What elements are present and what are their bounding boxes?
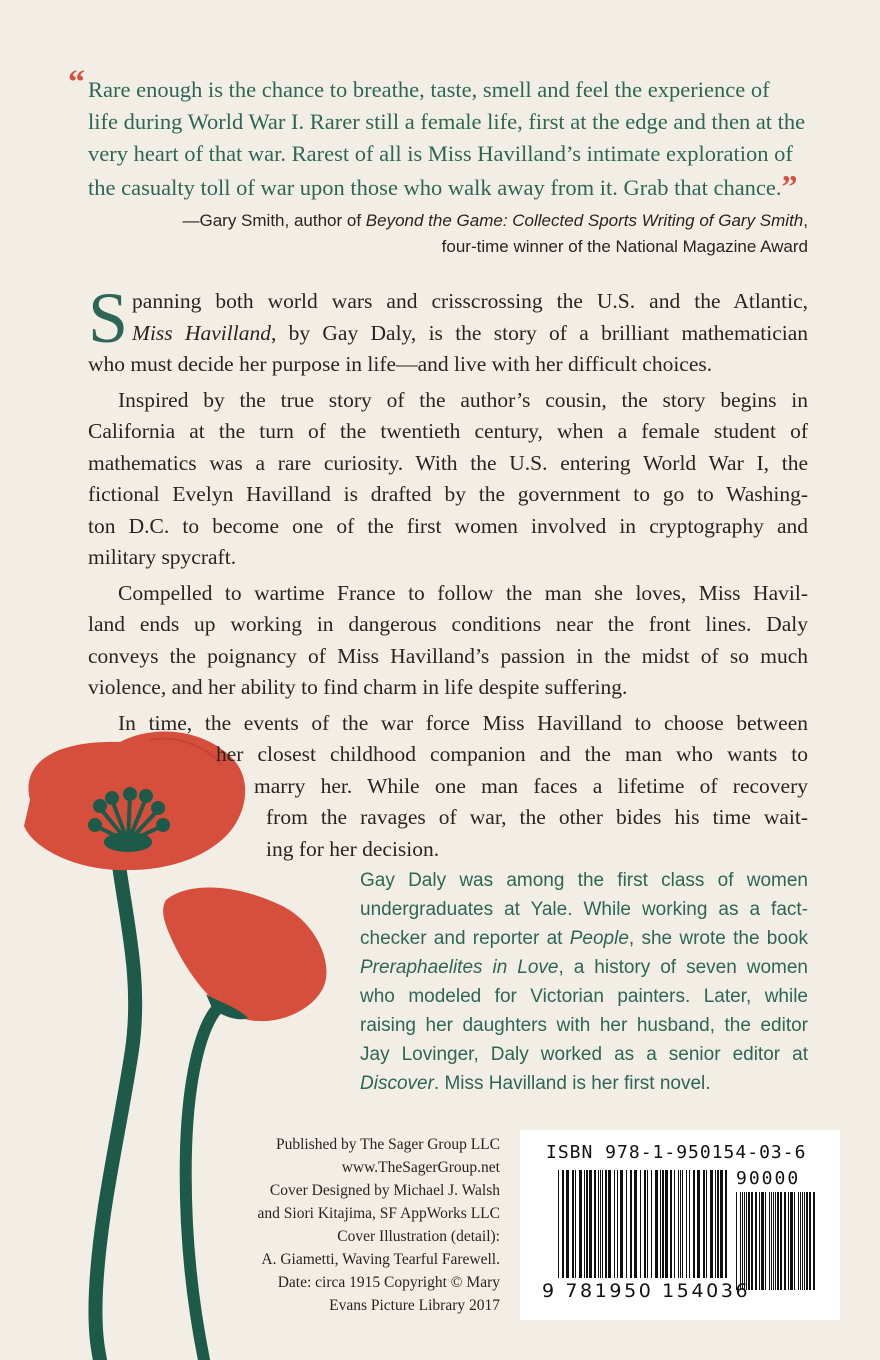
barcode-bar <box>798 1192 799 1290</box>
bio-line: who modeled for Victorian painters. Later, while <box>360 986 808 1007</box>
description-line: Inspired by the true story of the author’s cousin, the story begins in <box>118 387 808 412</box>
credit-line: and Siori Kitajima, SF AppWorks LLC <box>257 1205 500 1222</box>
barcode-bar <box>665 1170 668 1278</box>
attribution-prefix: —Gary Smith, author of <box>182 211 366 230</box>
description-line: panning both world wars and crisscrossing the U.S. and the Atlantic, <box>132 289 808 313</box>
quote-open-mark: “ <box>68 64 85 101</box>
quote-close-mark: ” <box>781 168 798 204</box>
description-line: military spycraft. <box>88 545 237 569</box>
description-line: ing for her decision. <box>266 836 440 861</box>
barcode-bar <box>715 1170 716 1278</box>
barcode-bar <box>775 1192 776 1290</box>
barcode-bar <box>605 1170 607 1278</box>
barcode-bar <box>600 1170 601 1278</box>
barcode-bar <box>620 1170 623 1278</box>
barcode-bar <box>660 1170 661 1278</box>
bio-line: Discover. Miss Havilland is her first novel. <box>360 1073 711 1094</box>
barcode-bar <box>575 1170 576 1278</box>
barcode-bar <box>617 1170 618 1278</box>
attribution-book-title: Beyond the Game: Collected Sports Writing of Gary Smith <box>365 211 804 230</box>
barcode-bar <box>662 1170 664 1278</box>
barcode-bar <box>598 1170 599 1278</box>
barcode-bar <box>790 1192 793 1290</box>
attribution-suffix: , <box>803 211 808 230</box>
barcode-bar <box>630 1170 632 1278</box>
poppy-small <box>163 888 326 1022</box>
quote-line: life during World War I. Rarer still a female life, first at the edge and then at the <box>88 109 806 134</box>
credit-line: www.TheSagerGroup.net <box>341 1159 500 1176</box>
barcode-bar <box>614 1170 615 1278</box>
barcode-bar <box>586 1170 588 1278</box>
barcode-bar <box>703 1170 705 1278</box>
description-line: land ends up working in dangerous conditions near the front lines. Daly <box>88 612 808 636</box>
bio-line: raising her daughters with her husband, the editor <box>360 1015 808 1036</box>
barcode-bar <box>594 1170 596 1278</box>
poppy-stem-left <box>95 858 135 1360</box>
bio-line: Gay Daly was among the first class of women <box>360 870 808 891</box>
barcode-bar <box>813 1192 815 1290</box>
barcode-bar <box>608 1170 611 1278</box>
description-line: marry her. While one man faces a lifetime of recovery <box>254 773 808 798</box>
barcode-bar <box>558 1170 559 1278</box>
barcode-bar <box>744 1192 745 1290</box>
barcode-bar <box>682 1170 683 1278</box>
addon-bars <box>736 1192 815 1290</box>
barcode-bar <box>755 1192 757 1290</box>
barcode-bar <box>602 1170 603 1278</box>
barcode-bar <box>584 1170 585 1278</box>
barcode-bar <box>678 1170 679 1278</box>
barcode-bar <box>644 1170 646 1278</box>
barcode-bar <box>769 1192 770 1290</box>
isbn-label: ISBN 978-1-950154-03-6 <box>546 1142 807 1163</box>
credit-line: Cover Designed by Michael J. Walsh <box>269 1182 500 1199</box>
barcode-bar <box>640 1170 641 1278</box>
barcode-bar <box>788 1192 789 1290</box>
barcode-bar <box>680 1170 681 1278</box>
credit-line: A. Giametti, Waving Tearful Farewell. <box>261 1251 500 1268</box>
barcode-bar <box>720 1170 723 1278</box>
quote-line: Rare enough is the chance to breathe, taste, smell and feel the experience of <box>88 77 770 102</box>
barcode-bar <box>765 1192 766 1290</box>
endorsement-quote <box>88 74 812 204</box>
book-description <box>88 278 808 865</box>
barcode-bar <box>651 1170 652 1278</box>
description-line: conveys the poignancy of Miss Havilland’s passion in the midst of so much <box>88 643 808 668</box>
ean-digits: 9 781950 154036 <box>542 1280 751 1302</box>
barcode-bar <box>655 1170 658 1278</box>
description-line: Miss Havilland, by Gay Daly, is the story of a brilliant mathematician <box>132 320 808 345</box>
barcode-bar <box>725 1170 727 1278</box>
credit-line: Published by The Sager Group LLC <box>275 1136 500 1153</box>
description-line: her closest childhood companion and the man who wants to <box>216 742 808 766</box>
barcode-bar <box>761 1192 764 1290</box>
barcode-bar <box>736 1192 737 1290</box>
description-line: ton D.C. to become one of the first women involved in cryptography and <box>88 513 808 538</box>
barcode-bar <box>562 1170 564 1278</box>
book-title-preraphaelites: Preraphaelites in Love <box>360 957 559 978</box>
description-line: In time, the events of the war force Miss Havilland to choose between <box>118 710 808 735</box>
quote-line: the casualty toll of war upon those who walk away from it. Grab that chance.” <box>88 168 798 204</box>
magazine-title: People <box>569 928 629 949</box>
barcode-bar <box>771 1192 772 1290</box>
bio-line: undergraduates at Yale. While working as a fact- <box>360 899 808 920</box>
description-line: California at the turn of the twentieth century, when a female student of <box>88 419 808 443</box>
paragraph-3 <box>88 578 808 704</box>
barcode-bar <box>572 1170 574 1278</box>
barcode-bar <box>686 1170 687 1278</box>
barcode-bar <box>802 1192 803 1290</box>
barcode-bar <box>748 1192 750 1290</box>
description-line: violence, and her ability to find charm in life despite suffering. <box>88 675 628 699</box>
paragraph-4 <box>88 708 808 866</box>
barcode-bar <box>717 1170 719 1278</box>
isbn-barcode <box>520 1130 840 1320</box>
barcode-bar <box>740 1192 741 1290</box>
magazine-title-discover: Discover <box>360 1073 434 1094</box>
barcode-bar <box>689 1170 690 1278</box>
barcode-bar <box>806 1192 808 1290</box>
barcode-bar <box>670 1170 672 1278</box>
book-title: Miss Havilland <box>132 320 271 345</box>
attribution-line2: four-time winner of the National Magazine Award <box>441 237 808 256</box>
bio-line: Preraphaelites in Love, a history of seven women <box>360 957 808 978</box>
barcode-bar <box>674 1170 675 1278</box>
barcode-bar <box>751 1192 753 1290</box>
barcode-bar <box>710 1170 713 1278</box>
barcode-bar <box>746 1192 747 1290</box>
barcode-bar <box>579 1170 582 1278</box>
barcode-bar <box>759 1192 760 1290</box>
author-bio <box>360 866 808 1098</box>
description-line: from the ravages of war, the other bides his time wait- <box>266 805 808 829</box>
description-line: who must decide her purpose in life—and live with her difficult choices. <box>88 352 713 376</box>
barcode-bar <box>794 1192 795 1290</box>
price-code: 90000 <box>736 1168 801 1189</box>
credit-line: Evans Picture Library 2017 <box>329 1297 500 1314</box>
barcode-bar <box>566 1170 569 1278</box>
bio-line: checker and reporter at People, she wrote the book <box>360 928 808 949</box>
ean-bars <box>558 1170 727 1278</box>
paragraph-1 <box>88 278 808 381</box>
barcode-bar <box>634 1170 637 1278</box>
description-line: fictional Evelyn Havilland is drafted by the government to go to Washing- <box>88 482 808 506</box>
barcode-bar <box>800 1192 801 1290</box>
barcode-bar <box>777 1192 779 1290</box>
description-line: Compelled to wartime France to follow the man she loves, Miss Havil- <box>118 580 808 605</box>
credit-line: Cover Illustration (detail): <box>337 1228 500 1245</box>
drop-cap: S <box>88 278 129 358</box>
quote-attribution <box>108 208 808 260</box>
quote-line: very heart of that war. Rarest of all is Miss Havilland’s intimate exploration of <box>88 141 793 166</box>
bio-line: Jay Lovinger, Daly worked as a senior editor at <box>360 1044 808 1065</box>
barcode-bar <box>706 1170 707 1278</box>
barcode-bar <box>809 1192 811 1290</box>
barcode-bar <box>742 1192 743 1290</box>
paragraph-2 <box>88 385 808 574</box>
barcode-bar <box>626 1170 627 1278</box>
barcode-bar <box>589 1170 592 1278</box>
publisher-credits <box>200 1133 500 1317</box>
barcode-bar <box>780 1192 782 1290</box>
description-line: mathematics was a rare curiosity. With the U.S. entering World War I, the <box>88 450 808 475</box>
barcode-bar <box>804 1192 805 1290</box>
barcode-bar <box>647 1170 648 1278</box>
credit-line: Date: circa 1915 Copyright © Mary <box>277 1274 500 1291</box>
barcode-bar <box>784 1192 786 1290</box>
barcode-bar <box>693 1170 695 1278</box>
barcode-bar <box>773 1192 774 1290</box>
barcode-bar <box>697 1170 700 1278</box>
